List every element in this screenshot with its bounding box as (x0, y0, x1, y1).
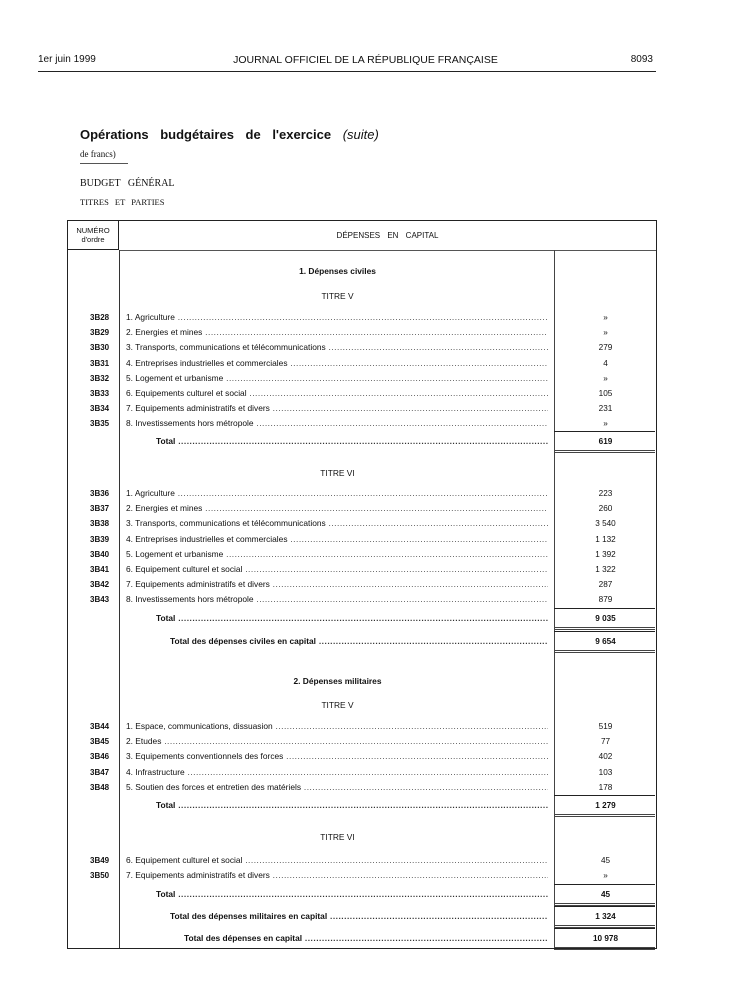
titre-vi-military-heading: TITRE VI (320, 832, 355, 842)
row-code: 3B33 (90, 389, 110, 398)
row-code: 3B49 (90, 856, 110, 865)
row-label: 4. Infrastructure ..... (126, 765, 548, 780)
row-label: 5. Soutien des forces et entretien des matériels ..... (126, 780, 548, 795)
table-row (68, 532, 656, 547)
row-label: 2. Energies et mines ..... (126, 501, 548, 516)
row-label: 1. Agriculture ..... (126, 310, 548, 325)
expenditure-table (67, 220, 657, 949)
titres-heading: TITRES ET PARTIES (80, 197, 165, 207)
row-value: 3 540 (595, 519, 616, 529)
title-main: Opérations budgétaires de l'exercice (80, 127, 332, 142)
row-value: 77 (600, 737, 611, 747)
row-value: 4 (603, 358, 608, 368)
row-value: 231 (598, 404, 613, 414)
page-number: 8093 (630, 54, 653, 65)
row-code: 3B34 (90, 404, 110, 414)
row-code: 3B37 (90, 504, 110, 514)
total-capital-label: Total des dépenses en capital ..... (184, 931, 548, 946)
table-row (68, 501, 656, 516)
titre-v-civil-heading: TITRE V (321, 291, 354, 301)
table-row (68, 749, 656, 764)
row-code: 3B50 (90, 871, 110, 881)
row-value: » (603, 871, 608, 881)
row-code: 3B40 (90, 549, 110, 559)
row-code: 3B39 (90, 534, 110, 544)
total-military-titre-v-box (554, 795, 655, 817)
row-code: 3B29 (90, 328, 110, 338)
total-civil-titre-vi-box (554, 608, 655, 630)
unit-rule (80, 163, 128, 164)
titre-vi-civil-heading: TITRE VI (320, 468, 355, 478)
row-label: 3. Equipements conventionnels des forces ..... (126, 749, 548, 764)
row-code: 3B48 (90, 782, 110, 792)
row-label: 7. Equipements administratifs et divers ..... (126, 401, 548, 416)
table-row (68, 325, 656, 340)
row-value: 279 (598, 343, 613, 353)
total-military-titre-vi-label: Total ..... (156, 887, 548, 902)
row-code: 3B46 (90, 752, 110, 762)
row-code: 3B43 (90, 595, 110, 605)
row-code: 3B47 (90, 767, 110, 777)
row-code: 3B28 (90, 313, 110, 322)
table-row (68, 401, 656, 416)
table-row (68, 340, 656, 355)
row-code: 3B35 (90, 419, 110, 429)
column-header-number-line1: NUMÉRO (76, 226, 110, 235)
row-code: 3B30 (90, 343, 110, 353)
row-value: 178 (598, 782, 613, 792)
table-row (68, 592, 656, 607)
unit-note: de francs) (80, 149, 116, 159)
row-value: 105 (598, 389, 613, 398)
budget-heading: BUDGET GÉNÉRAL (80, 178, 175, 189)
total-civil-titre-v-box (554, 431, 655, 453)
journal-title: JOURNAL OFFICIEL DE LA RÉPUBLIQUE FRANÇAISE (233, 54, 498, 66)
row-value: 287 (598, 580, 613, 590)
table-row (68, 547, 656, 562)
row-value: 402 (598, 752, 613, 762)
row-code: 3B41 (90, 565, 110, 574)
table-row (68, 765, 656, 780)
table-row (68, 868, 656, 883)
row-value: » (603, 373, 608, 383)
table-row (68, 734, 656, 749)
column-header-number (68, 221, 119, 250)
row-value: 260 (598, 504, 613, 514)
row-label: 5. Logement et urbanisme ..... (126, 371, 548, 386)
row-code: 3B36 (90, 489, 110, 498)
row-value: » (603, 419, 608, 429)
table-row (68, 310, 656, 325)
row-label: 7. Equipements administratifs et divers ..... (126, 577, 548, 592)
row-value: 1 132 (595, 534, 616, 544)
row-label: 8. Investissements hors métropole ..... (126, 416, 548, 431)
row-label: 1. Agriculture ..... (126, 486, 548, 501)
row-code: 3B31 (90, 358, 110, 368)
row-label: 1. Espace, communications, dissuasion ..... (126, 719, 548, 734)
row-value: 519 (598, 722, 613, 731)
total-civil-titre-v-label: Total ..... (156, 434, 548, 449)
total-military-capital-value: 1 324 (595, 912, 616, 921)
row-label: 7. Equipements administratifs et divers ..... (126, 868, 548, 883)
total-civil-titre-vi-label: Total ..... (156, 611, 548, 626)
total-civil-titre-vi-value: 9 035 (595, 614, 616, 623)
header-rule (38, 71, 656, 72)
row-code: 3B32 (90, 373, 110, 383)
row-code: 3B45 (90, 737, 110, 747)
total-military-capital-label: Total des dépenses militaires en capital ..... (170, 909, 548, 924)
total-civil-capital-box (554, 631, 655, 653)
row-label: 2. Energies et mines ..... (126, 325, 548, 340)
table-row (68, 356, 656, 371)
column-header-main: DÉPENSES EN CAPITAL (119, 221, 656, 251)
page-title (80, 127, 379, 142)
row-value: » (603, 313, 608, 322)
row-value: 45 (600, 856, 611, 865)
row-code: 3B44 (90, 722, 110, 731)
row-value: 103 (598, 767, 613, 777)
column-header-number-line2: d'ordre (81, 235, 105, 244)
table-row (68, 562, 656, 577)
row-label: 6. Equipement culturel et social ..... (126, 562, 548, 577)
row-value: 1 392 (595, 549, 616, 559)
table-row (68, 416, 656, 431)
row-code: 3B38 (90, 519, 110, 529)
header-date: 1er juin 1999 (38, 54, 96, 65)
total-civil-titre-v-value: 619 (598, 437, 613, 446)
row-label: 6. Equipements culturel et social ..... (126, 386, 548, 401)
row-label: 4. Entreprises industrielles et commerciales ..... (126, 356, 548, 371)
total-capital-value: 10 978 (592, 934, 619, 943)
table-row (68, 780, 656, 795)
row-value: » (603, 328, 608, 338)
table-row (68, 577, 656, 592)
table-row (68, 386, 656, 401)
row-label: 6. Equipement culturel et social ..... (126, 853, 548, 868)
row-label: 2. Etudes ..... (126, 734, 548, 749)
row-label: 3. Transports, communications et télécommunications ..... (126, 516, 548, 531)
section-military-heading: 2. Dépenses militaires (293, 676, 382, 686)
table-row (68, 719, 656, 734)
table-row (68, 516, 656, 531)
row-label: 3. Transports, communications et télécommunications ..... (126, 340, 548, 355)
row-label: 4. Entreprises industrielles et commerciales ..... (126, 532, 548, 547)
row-value: 1 322 (595, 565, 616, 574)
table-row (68, 371, 656, 386)
title-suffix: (suite) (342, 127, 379, 142)
row-label: 8. Investissements hors métropole ..... (126, 592, 548, 607)
total-civil-capital-label: Total des dépenses civiles en capital ..... (170, 634, 548, 649)
row-label: 5. Logement et urbanisme ..... (126, 547, 548, 562)
section-civil-heading: 1. Dépenses civiles (299, 266, 376, 276)
row-value: 223 (598, 489, 613, 498)
total-military-titre-vi-value: 45 (600, 890, 611, 899)
total-capital-box (554, 928, 655, 950)
table-row (68, 486, 656, 501)
total-civil-capital-value: 9 654 (595, 637, 616, 646)
total-military-titre-v-label: Total ..... (156, 798, 548, 813)
table-row (68, 853, 656, 868)
row-value: 879 (598, 595, 613, 605)
titre-v-military-heading: TITRE V (321, 700, 354, 710)
total-military-capital-box (554, 906, 655, 928)
total-military-titre-v-value: 1 279 (595, 801, 616, 810)
row-code: 3B42 (90, 580, 110, 590)
total-military-titre-vi-box (554, 884, 655, 906)
